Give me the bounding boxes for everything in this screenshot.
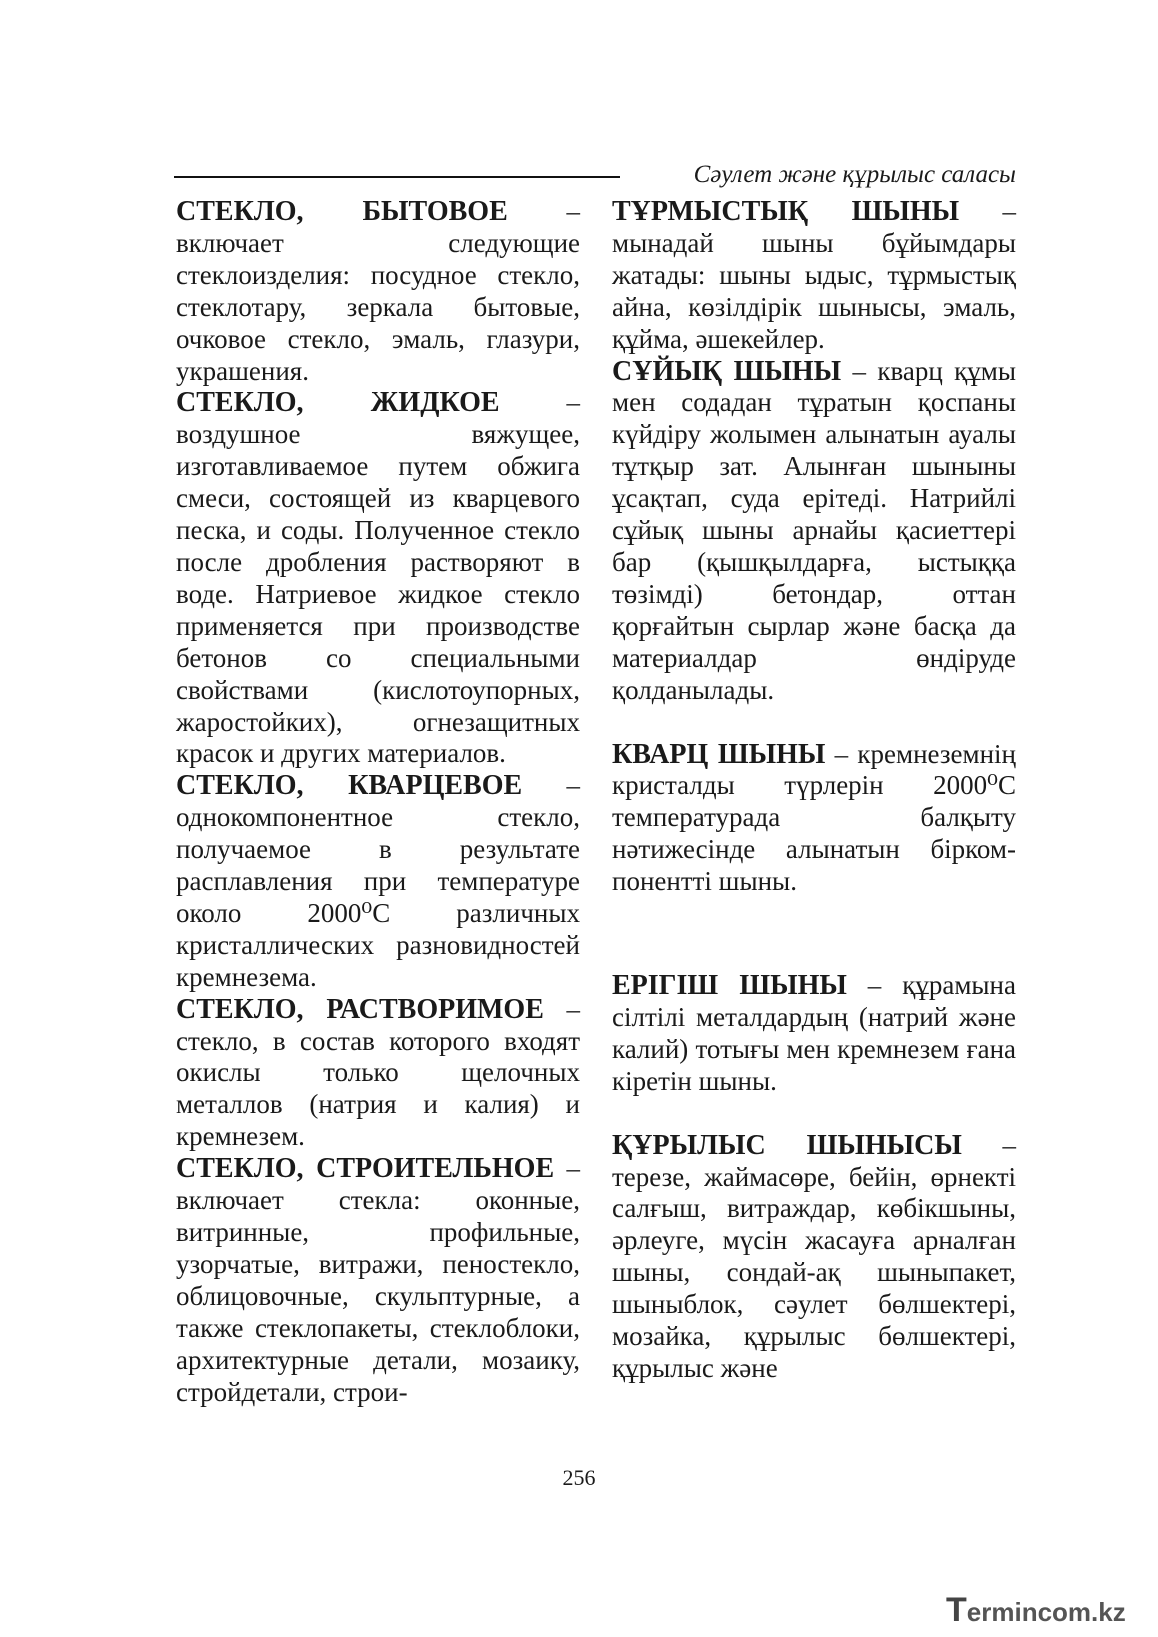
running-head: Сәулет және құрылыс саласы xyxy=(693,161,1016,188)
entry-definition: – терезе, жаймасөре, бейін, өрнекті салғыш, витраждар, көбікшыны, әрлеуге, мүсін жасауға арналған шыны, сондай-ақ шыныпакет, шыныблок, сәулет бөлшектері, мозайка, құрылыс бөлшектері, құрылыс және xyxy=(612,1129,1016,1383)
entry-suyyq-shyny xyxy=(612,356,1016,707)
spacer xyxy=(612,898,1016,970)
entry-steklo-rastvorimoe xyxy=(176,994,580,1154)
entry-definition: – включает стекла: оконные, витринные, профильные, узорчатые, витражи, пеностекло, облицовочные, скульптурные, а также стеклопакеты, стеклоблоки, архитектурные детали, мозаику, стройдетали, строи- xyxy=(176,1153,580,1407)
left-column-russian xyxy=(176,196,580,1408)
spacer xyxy=(612,1098,1016,1130)
entry-steklo-stroitelnoe xyxy=(176,1153,580,1408)
entry-definition: – мынадай шыны бұйымдары жатады: шыны ыдыс, тұрмыстық айна, көзілдірік шынысы, эмаль, құйма, әшекейлер. xyxy=(612,196,1016,354)
entry-term: СТЕКЛО, РАСТВОРИМОЕ xyxy=(176,993,544,1025)
termincom-logo: Termincom.kz xyxy=(946,1591,1126,1629)
entry-steklo-zhidkoe xyxy=(176,387,580,770)
header-rule xyxy=(174,176,620,178)
entry-definition: – однокомпонентное стекло, получаемое в результате расплавления при температуре около 2000⁰С различных кристаллических разновидностей кремнезема. xyxy=(176,770,580,992)
entry-definition: – құрамына сілтілі металдардың (натрий және калий) тотығы мен кремнезем ғана кіретін шыны. xyxy=(612,970,1016,1096)
entry-term: СТЕКЛО, КВАРЦЕВОЕ xyxy=(176,770,523,802)
entry-steklo-kvartsevoe xyxy=(176,770,580,993)
entry-steklo-bytovoe xyxy=(176,196,580,387)
entry-term: СҰЙЫҚ ШЫНЫ xyxy=(612,355,842,387)
entry-turmystyq-shyny xyxy=(612,196,1016,356)
entry-term: ТҰРМЫСТЫҚ ШЫНЫ xyxy=(612,196,960,227)
entry-term: КВАРЦ ШЫНЫ xyxy=(612,738,826,770)
entry-term: ЕРІГІШ ШЫНЫ xyxy=(612,970,847,1002)
entry-kvarts-shyny xyxy=(612,739,1016,899)
entry-definition: – стекло, в состав которого входят окислы только щелочных металлов (натрия и калия) и кремнезем. xyxy=(176,993,581,1152)
entry-qurylys-shynysy xyxy=(612,1130,1016,1385)
entry-definition: – кварц құмы мен содадан тұратын қоспаны күйдіру жолымен алынатын ауалы тұтқыр зат. Алынған шыныны ұсақтап, суда ерітеді. Натрийлі сұйық шыны арнайы қасиеттері бар (қышқылдарға, ыстыққа төзімді) бетондар, оттан қорғайтын сырлар және басқа да материалдар өндіруде қолданылады. xyxy=(612,355,1016,705)
entry-term: СТЕКЛО, СТРОИТЕЛЬНОЕ xyxy=(176,1153,555,1185)
spacer xyxy=(612,707,1016,739)
entry-term: СТЕКЛО, ЖИДКОЕ xyxy=(176,387,500,419)
entry-definition: – кремнеземнің кристалды түрлерін 2000⁰С температурада балқыту нәтижесінде алынатын біркомпонентті шыны. xyxy=(612,738,1016,897)
entry-definition: – включает следующие стеклоизделия: посудное стекло, стеклотару, зеркала бытовые, очковое стекло, эмаль, глазури, украшения. xyxy=(176,196,580,386)
entry-term: ҚҰРЫЛЫС ШЫНЫСЫ xyxy=(612,1129,962,1161)
page-number: 256 xyxy=(562,1465,596,1490)
entry-erigish-shyny xyxy=(612,970,1016,1098)
entry-definition: – воздушное вяжущее, изготавливаемое путем обжига смеси, состоящей из кварцевого песка, и соды. Полученное стекло после дробления растворяют в воде. Натриевое жидкое стекло применяется при производстве бетонов со специальными свойствами (кислотоупорных, жаростойких), огнезащитных красок и других материалов. xyxy=(176,387,580,769)
entry-term: СТЕКЛО, БЫТОВОЕ xyxy=(176,196,508,227)
right-column-kazakh xyxy=(612,196,1016,1385)
